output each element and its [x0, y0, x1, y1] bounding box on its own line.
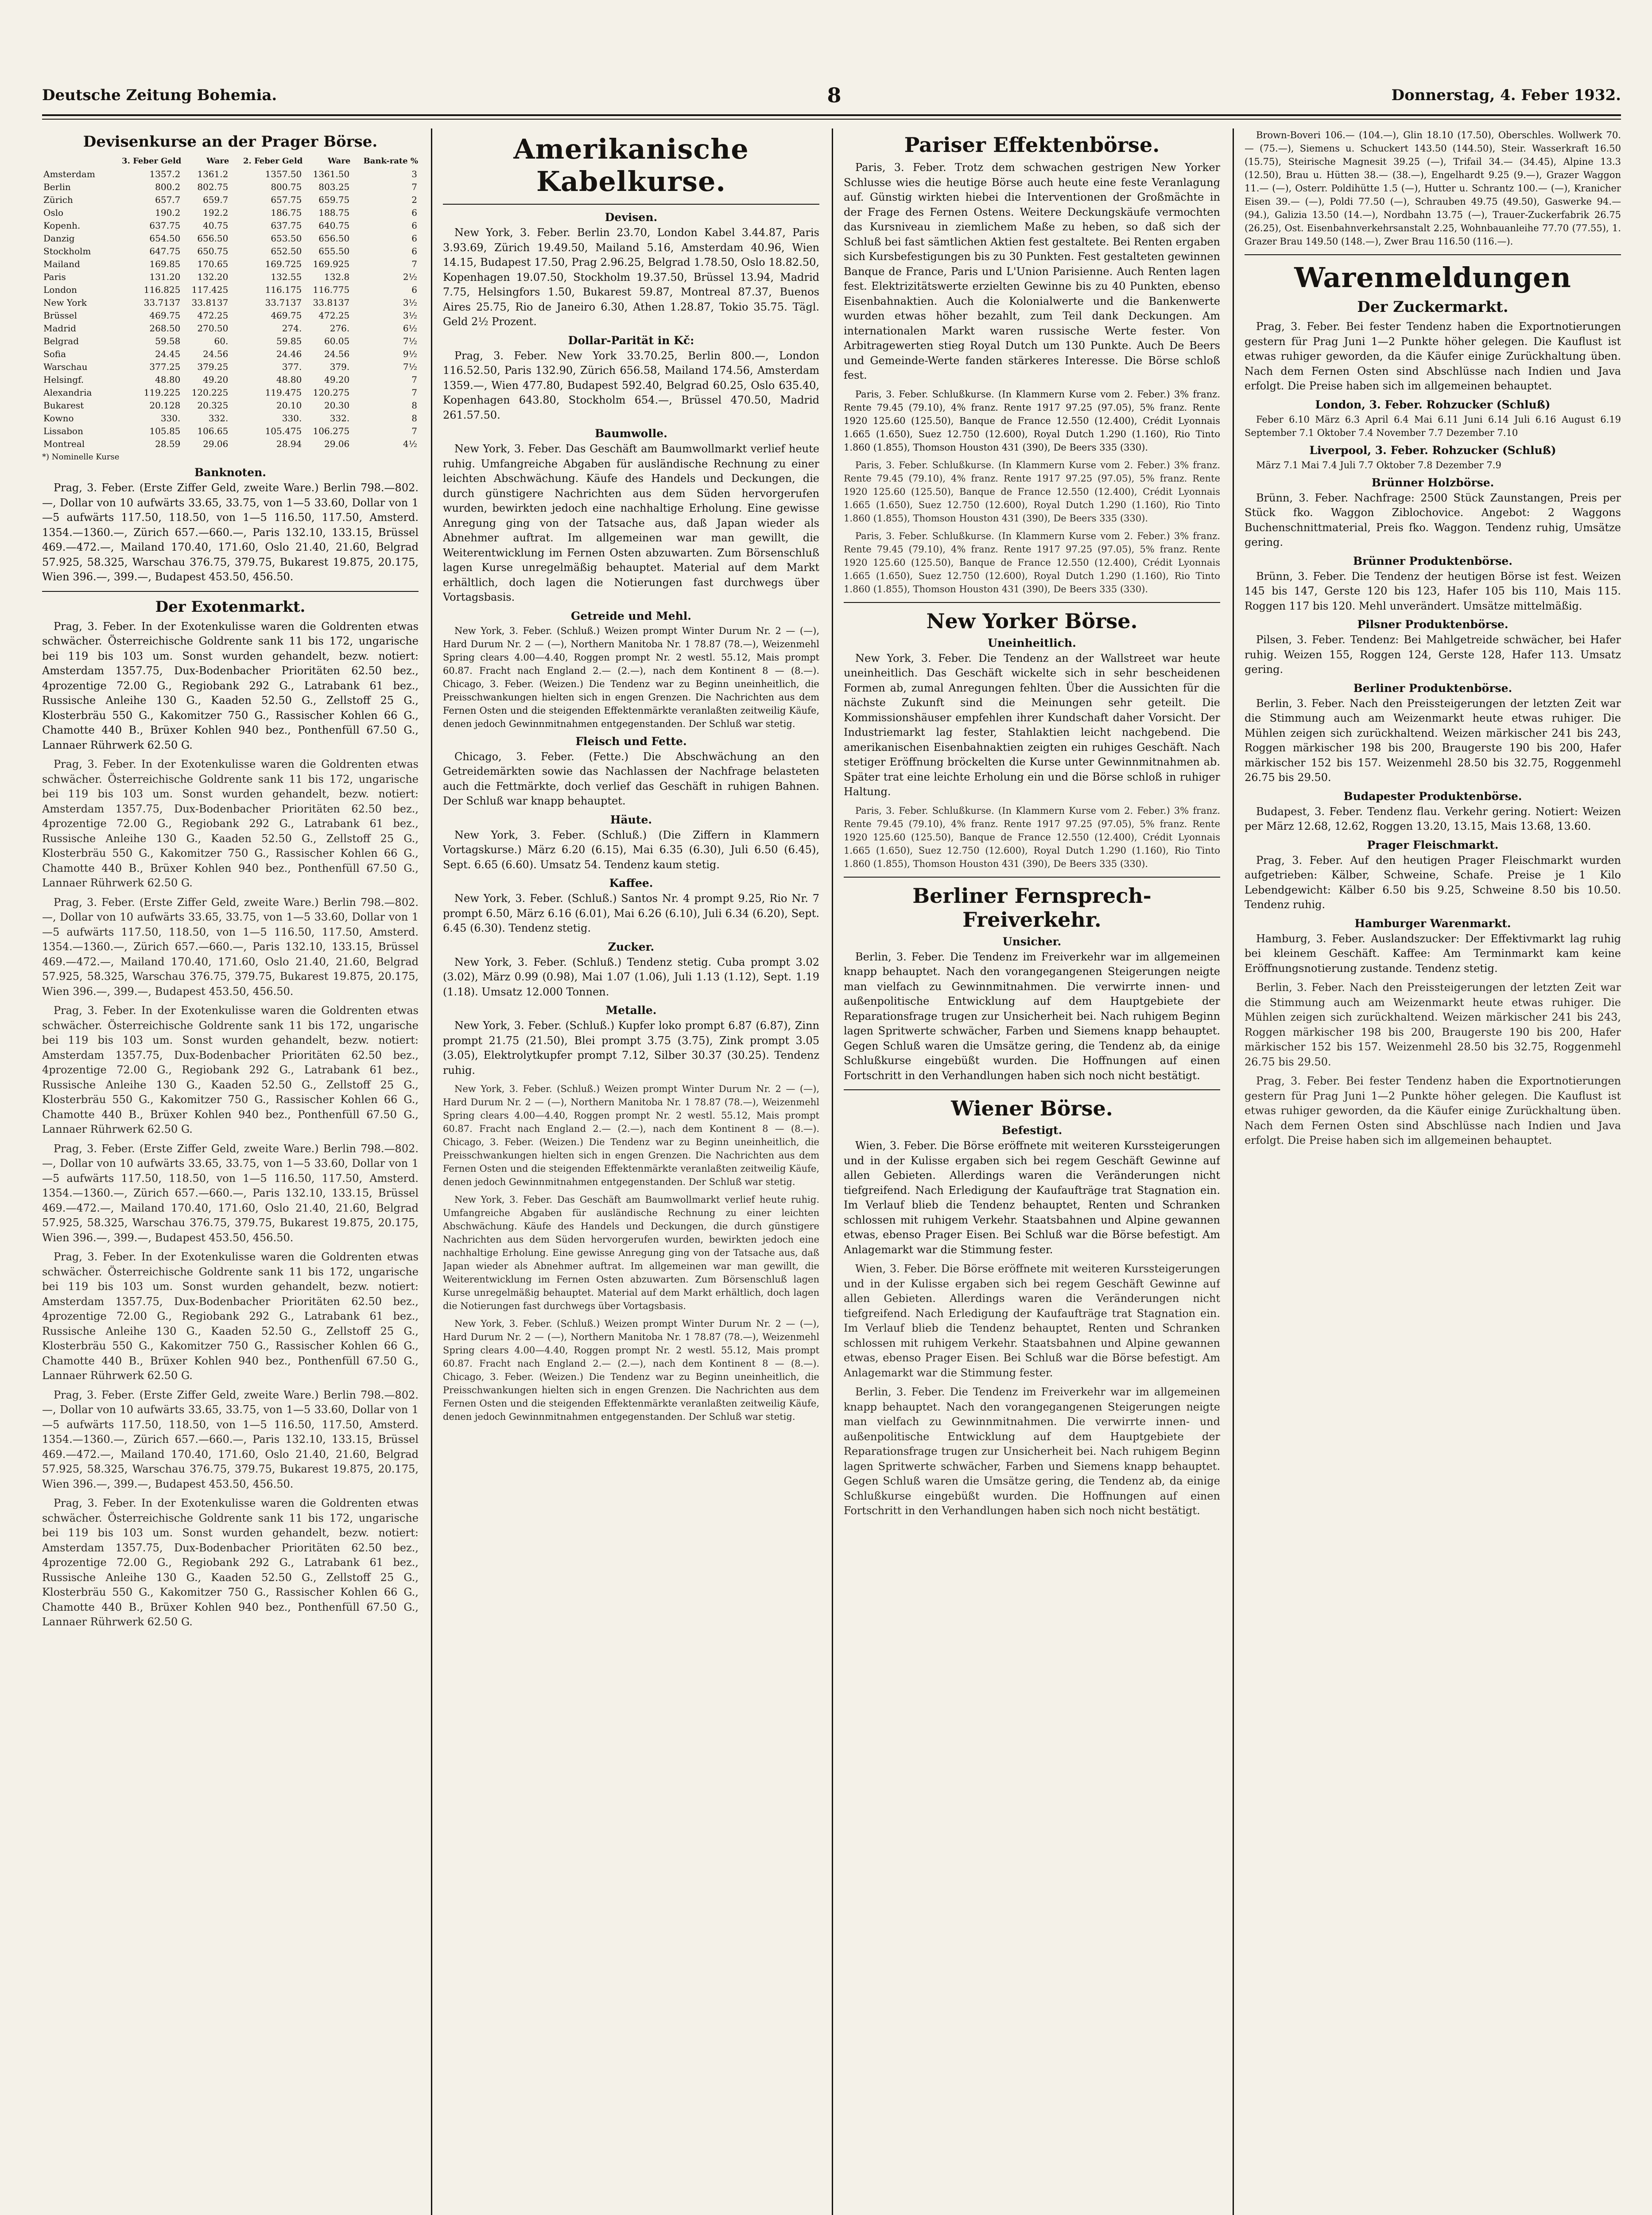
- column-1: [42, 128, 419, 2215]
- table-note: *) Nominelle Kurse: [42, 452, 120, 462]
- table-cell: Zürich: [43, 194, 73, 205]
- table-cell: 640.75: [318, 220, 350, 231]
- article-text: Chicago, 3. Feber. (Fette.) Die Abschwächung an den Getreidemärkten sowie das Nachlassen der Nachfrage belasteten auch die Fettmärkte, doch verlief das Geschäft in ruhigen Bahnen. Der Schluß war knapp behauptet.: [443, 750, 819, 807]
- table-cell: 186.75: [271, 207, 302, 218]
- table-cell: 653.50: [271, 233, 302, 244]
- table-cell: 6: [411, 246, 417, 256]
- table-row: [42, 373, 419, 386]
- column-4: [1245, 128, 1621, 2215]
- table-cell: 48.80: [276, 374, 302, 385]
- article-text: Brown-Boveri 106.— (104.—), Glin 18.10 (17.50), Oberschles. Wollwerk 70.— (75.—), Siemens u. Schuckert 143.50 (144.50), Steir. Wasserkraft 16.50 (15.75), Steirische Magnesit 39.25 (—), Trifail 34.— (34.45), Alpine 13.3 (12.50), Brau u. Hütten 38.— (38.—), Engelhardt 9.25 (9.—), Grazer Waggon 11.— (—), Osterr. Poldihütte 1.5 (—), Hutter u. Schrantz 100.— (—), Kranicher Eisen 39.— (—), Poldi 77.50 (—), Schrauben 49.75 (49.50), Gaswerke 94.— (94.), Galizia 13.50 (14.—), Nordbahn 13.75 (—), Trauer-Zuckerfabrik 26.75 (26.25), Ost. Eisenbahnverkehrsanstalt 2.25, Wohnbauanleihe 77.70 (77.55), 1. Grazer Brau 149.50 (148.—), Zwer Brau 116.50 (116.—).: [1245, 130, 1621, 247]
- table-cell: 131.20: [149, 272, 181, 282]
- subsection-title: Dollar-Parität in Kč:: [568, 334, 694, 347]
- header-rule: [42, 114, 1621, 116]
- table-cell: Amsterdam: [43, 169, 95, 179]
- table-cell: 33.7137: [265, 297, 302, 308]
- table-cell: 656.50: [318, 233, 350, 244]
- date-line: Donnerstag, 4. Feber 1932.: [1391, 86, 1621, 104]
- table-cell: Mailand: [43, 259, 80, 269]
- table-row: [42, 309, 419, 322]
- article-text: Prag, 3. Feber. In der Exotenkulisse waren die Goldrenten etwas schwächer. Österreichische Goldrente sank 11 bis 172, ungarische bei 119 bis 103 um. Sonst wurden gehandelt, bezw. notiert: Amsterdam 1357.75, Dux-Bodenbacher Prioritäten 62.50 bez., 4prozentige 72.00 G., Regiobank 292 G., Latrabank 61 bez., Russische Anleihe 130 G., Kaaden 52.50 G., Zellstoff 25 G., Klosterbräu 550 G., Kakomitzer 750 G., Rassischer Kohlen 66 G., Chamotte 440 B., Brüxer Kohlen 940 bez., Ponthenfüll 67.50 G., Lannaer Rührwerk 62.50 G.: [42, 758, 419, 889]
- exchange-rate-table: [42, 154, 419, 451]
- price-list: März 7.1 Mai 7.4 Juli 7.7 Oktober 7.8 Dezember 7.9: [1256, 459, 1501, 470]
- table-cell: 29.06: [324, 439, 350, 449]
- table-row: [42, 232, 419, 245]
- table-cell: Madrid: [43, 323, 76, 334]
- subsection-title: Banknoten.: [194, 466, 266, 479]
- table-cell: 59.58: [155, 336, 181, 346]
- table-cell: London: [43, 284, 77, 295]
- table-cell: Lissabon: [43, 426, 83, 436]
- table-row: [42, 322, 419, 335]
- header-rule-thin: [42, 119, 1621, 120]
- subsection-title: Brünner Holzbörse.: [1371, 476, 1494, 489]
- article-text: Prag, 3. Feber. (Erste Ziffer Geld, zweite Ware.) Berlin 798.—802.—, Dollar von 10 aufwärts 33.65, 33.75, von 1—5 33.60, Dollar von 1—5 aufwärts 117.50, 118.50, von 1—5 116.50, 117.50, Amsterd. 1354.—1360.—, Zürich 657.—660.—, Paris 132.10, 133.15, Brüssel 469.—472.—, Mailand 170.40, 171.60, Oslo 21.40, 21.60, Belgrad 57.925, 58.325, Warschau 376.75, 379.75, Bukarest 19.875, 20.175, Wien 396.—, 399.—, Budapest 453.50, 456.50.: [42, 482, 419, 583]
- table-cell: 169.725: [265, 259, 302, 269]
- table-cell: 1361.2: [197, 169, 229, 179]
- table-cell: Stockholm: [43, 246, 91, 256]
- table-cell: 657.7: [155, 194, 181, 205]
- table-cell: 2½: [403, 272, 417, 282]
- table-cell: 49.20: [324, 374, 350, 385]
- table-cell: 330.: [282, 413, 302, 424]
- table-cell: 116.825: [143, 284, 181, 295]
- section-title: Der Exotenmarkt.: [155, 598, 306, 616]
- article-text: Prag, 3. Feber. New York 33.70.25, Berlin 800.—, London 116.52.50, Paris 132.90, Zürich 656.58, Mailand 174.56, Amsterdam 1359.—, Wien 477.80, Budapest 592.40, Belgrad 60.25, Oslo 635.40, Kopenhagen 643.80, Stockholm 654.—, Brüssel 470.50, Madrid 261.57.50.: [443, 349, 819, 421]
- table-cell: 7: [411, 259, 417, 269]
- subsection-title: Prager Fleischmarkt.: [1367, 838, 1499, 851]
- table-row: [42, 245, 419, 258]
- table-cell: 20.30: [324, 400, 350, 411]
- article-text: Pilsen, 3. Feber. Tendenz: Bei Mahlgetreide schwächer, bei Hafer ruhig. Weizen 155, Roggen 124, Gerste 128, Hafer 113. Umsatz gering.: [1245, 633, 1621, 676]
- page-number: 8: [827, 83, 842, 107]
- table-cell: 3½: [403, 310, 417, 321]
- table-cell: 28.59: [155, 439, 181, 449]
- subsection-title: London, 3. Feber. Rohzucker (Schluß): [1315, 398, 1551, 411]
- table-cell: 2: [411, 194, 417, 205]
- subsection-title: Befestigt.: [1001, 1124, 1063, 1137]
- table-cell: New York: [43, 297, 87, 308]
- table-column-header: Ware: [206, 156, 229, 166]
- table-cell: 8: [411, 400, 417, 411]
- table-cell: 472.25: [197, 310, 229, 321]
- table-row: [42, 412, 419, 425]
- article-text: Prag, 3. Feber. In der Exotenkulisse waren die Goldrenten etwas schwächer. Österreichische Goldrente sank 11 bis 172, ungarische bei 119 bis 103 um. Sonst wurden gehandelt, bezw. notiert: Amsterdam 1357.75, Dux-Bodenbacher Prioritäten 62.50 bez., 4prozentige 72.00 G., Regiobank 292 G., Latrabank 61 bez., Russische Anleihe 130 G., Kaaden 52.50 G., Zellstoff 25 G., Klosterbräu 550 G., Kakomitzer 750 G., Rassischer Kohlen 66 G., Chamotte 440 B., Brüxer Kohlen 940 bez., Ponthenfüll 67.50 G., Lannaer Rührwerk 62.50 G.: [42, 620, 419, 751]
- section-title: Amerikanische Kabelkurse.: [513, 133, 749, 198]
- table-cell: 40.75: [203, 220, 229, 231]
- table-cell: 7: [411, 426, 417, 436]
- article-text: Paris, 3. Feber. Schlußkurse. (In Klammern Kurse vom 2. Feber.) 3% franz. Rente 79.45 (79.10), 4% franz. Rente 1917 97.25 (97.05), 5% franz. Rente 1920 125.60 (125.50), Banque de France 12.550 (12.400), Crédit Lyonnais 1.665 (1.650), Suez 12.750 (12.600), Royal Dutch 1.290 (1.160), Rio Tinto 1.860 (1.855), Thomson Houston 431 (390), De Beers 335 (330).: [844, 459, 1220, 524]
- table-cell: Brüssel: [43, 310, 77, 321]
- table-row: [42, 438, 419, 451]
- table-cell: 20.128: [149, 400, 181, 411]
- table-row: [42, 284, 419, 296]
- table-cell: 469.75: [271, 310, 302, 321]
- table-cell: 117.425: [191, 284, 229, 295]
- table-row: [42, 348, 419, 361]
- section-title: Warenmeldungen: [1294, 261, 1571, 294]
- column-rule: [431, 128, 432, 2215]
- table-cell: 33.7137: [143, 297, 181, 308]
- table-cell: 20.325: [197, 400, 229, 411]
- table-cell: 60.05: [324, 336, 350, 346]
- subsection-title: Budapester Produktenbörse.: [1343, 789, 1522, 803]
- article-text: Paris, 3. Feber. Schlußkurse. (In Klammern Kurse vom 2. Feber.) 3% franz. Rente 79.45 (79.10), 4% franz. Rente 1917 97.25 (97.05), 5% franz. Rente 1920 125.60 (125.50), Banque de France 12.550 (12.400), Crédit Lyonnais 1.665 (1.650), Suez 12.750 (12.600), Royal Dutch 1.290 (1.160), Rio Tinto 1.860 (1.855), Thomson Houston 431 (390), De Beers 335 (330).: [844, 389, 1220, 453]
- subsection-title: Brünner Produktenbörse.: [1353, 554, 1512, 567]
- column-rule: [1233, 128, 1234, 2215]
- table-cell: Alexandria: [43, 387, 92, 398]
- section-title: Pariser Effektenbörse.: [904, 133, 1160, 157]
- table-row: [42, 194, 419, 206]
- column-rule: [832, 128, 833, 2215]
- table-cell: 4½: [403, 439, 417, 449]
- table-row: [42, 361, 419, 373]
- table-cell: 1357.2: [149, 169, 181, 179]
- table-cell: 48.80: [155, 374, 181, 385]
- article-text: New York, 3. Feber. (Schluß.) Weizen prompt Winter Durum Nr. 2 — (—), Hard Durum Nr. 2 — (—), Northern Manitoba Nr. 1 78.87 (78.—), Weizenmehl Spring clears 4.00—4.40, Roggen prompt Nr. 2 westl. 55.12, Mais prompt 60.87. Fracht nach England 2.— (2.—), nach dem Kontinent 8 — (8.—). Chicago, 3. Feber. (Weizen.) Die Tendenz war zu Beginn uneinheitlich, die Preisschwankungen hielten sich in engen Grenzen. Die Nachrichten aus dem Fernen Osten und die steigenden Effektenmärkte veranlaßten zeitweilig Käufe, denen jedoch Gewinnmitnahmen entgegenstanden. Der Schluß war stetig.: [443, 1318, 819, 1422]
- table-cell: Montreal: [43, 439, 85, 449]
- table-cell: 1357.50: [265, 169, 302, 179]
- table-cell: 7: [411, 374, 417, 385]
- article-text: New York, 3. Feber. (Schluß.) Santos Nr. 4 prompt 9.25, Rio Nr. 7 prompt 6.50, März 6.16 (6.01), Mai 6.26 (6.10), Juli 6.34 (6.20), Sept. 6.45 (6.30). Tendenz stetig.: [443, 892, 819, 934]
- table-row: [42, 296, 419, 309]
- article-text: Berlin, 3. Feber. Die Tendenz im Freiverkehr war im allgemeinen knapp behauptet. Nach den vorangegangenen Steigerungen neigte man vielfach zu Gewinnmitnahmen. Die verwirrte innen- und außenpolitische Entwicklung auf dem Hauptgebiete der Reparationsfrage trugen zur Unsicherheit bei. Nach ruhigem Beginn lagen Spritwerte schwächer, Farben und Siemens knapp behauptet. Gegen Schluß waren die Umsätze gering, die Tendenz ab, da einige Schlußkurse eingebüßt wurden. Die Hoffnungen auf einen Fortschritt in den Verhandlungen haben sich noch nicht bestätigt.: [844, 950, 1220, 1082]
- table-cell: 654.50: [149, 233, 181, 244]
- article-text: Prag, 3. Feber. Bei fester Tendenz haben die Exportnotierungen gestern für Prag Juni 1—2 Punkte höher gelegen. Die Kauflust ist etwas ruhiger geworden, da die Käufer einige Zurückhaltung üben. Nach dem Fernen Osten sind Abschlüsse nach Indien und Java erfolgt. Die Preise haben sich im allgemeinen behauptet.: [1245, 320, 1621, 392]
- table-cell: 7: [411, 387, 417, 398]
- section-rule: [42, 591, 419, 592]
- table-cell: 379.: [330, 361, 350, 372]
- article-text: Hamburg, 3. Feber. Auslandszucker: Der Effektivmarkt lag ruhig bei kleinem Geschäft. Kaffee: Am Terminmarkt kam keine Eröffnungsnotierung zustande. Tendenz stetig.: [1245, 932, 1621, 975]
- article-text: New York, 3. Feber. Das Geschäft am Baumwollmarkt verlief heute ruhig. Umfangreiche Abgaben für ausländische Rechnung zu einer leichten Abschwächung. Käufe des Handels und Deckungen, die durch günstigere Nachrichten aus dem Süden hervorgerufen wurden, bewirkten jedoch eine nachhaltige Erholung. Eine gewisse Anregung ging von der Tatsache aus, daß Japan wieder als Abnehmer auftrat. Im allgemeinen war man gewillt, die Weiterentwicklung im Fernen Osten abzuwarten. Zum Börsenschluß lagen Kurse unregelmäßig behauptet. Material auf dem Markt erhältlich, doch lagen die Notierungen fast durchwegs über Vortagsbasis.: [443, 1194, 819, 1311]
- table-cell: 106.275: [313, 426, 350, 436]
- article-text: Prag, 3. Feber. In der Exotenkulisse waren die Goldrenten etwas schwächer. Österreichische Goldrente sank 11 bis 172, ungarische bei 119 bis 103 um. Sonst wurden gehandelt, bezw. notiert: Amsterdam 1357.75, Dux-Bodenbacher Prioritäten 62.50 bez., 4prozentige 72.00 G., Regiobank 292 G., Latrabank 61 bez., Russische Anleihe 130 G., Kaaden 52.50 G., Zellstoff 25 G., Klosterbräu 550 G., Kakomitzer 750 G., Rassischer Kohlen 66 G., Chamotte 440 B., Brüxer Kohlen 940 bez., Ponthenfüll 67.50 G., Lannaer Rührwerk 62.50 G.: [42, 1004, 419, 1135]
- table-cell: 59.85: [276, 336, 302, 346]
- table-cell: 6: [411, 284, 417, 295]
- table-cell: Belgrad: [43, 336, 79, 346]
- section-rule: [1245, 254, 1621, 255]
- table-cell: 116.775: [313, 284, 350, 295]
- article-text: Berlin, 3. Feber. Die Tendenz im Freiverkehr war im allgemeinen knapp behauptet. Nach den vorangegangenen Steigerungen neigte man vielfach zu Gewinnmitnahmen. Die verwirrte innen- und außenpolitische Entwicklung auf dem Hauptgebiete der Reparationsfrage trugen zur Unsicherheit bei. Nach ruhigem Beginn lagen Spritwerte schwächer, Farben und Siemens knapp behauptet. Gegen Schluß waren die Umsätze gering, die Tendenz ab, da einige Schlußkurse eingebüßt wurden. Die Hoffnungen auf einen Fortschritt in den Verhandlungen haben sich noch nicht bestätigt.: [844, 1386, 1220, 1517]
- table-cell: 24.46: [276, 349, 302, 359]
- article-text: New York, 3. Feber. (Schluß.) Kupfer loko prompt 6.87 (6.87), Zinn prompt 21.75 (21.50), Blei prompt 3.75 (3.75), Zink prompt 3.05 (3.05), Elektrolytkupfer prompt 7.12, Silber 30.37 (30.25). Tendenz ruhig.: [443, 1019, 819, 1076]
- article-text: Prag, 3. Feber. In der Exotenkulisse waren die Goldrenten etwas schwächer. Österreichische Goldrente sank 11 bis 172, ungarische bei 119 bis 103 um. Sonst wurden gehandelt, bezw. notiert: Amsterdam 1357.75, Dux-Bodenbacher Prioritäten 62.50 bez., 4prozentige 72.00 G., Regiobank 292 G., Latrabank 61 bez., Russische Anleihe 130 G., Kaaden 52.50 G., Zellstoff 25 G., Klosterbräu 550 G., Kakomitzer 750 G., Rassischer Kohlen 66 G., Chamotte 440 B., Brüxer Kohlen 940 bez., Ponthenfüll 67.50 G., Lannaer Rührwerk 62.50 G.: [42, 1497, 419, 1628]
- article-text: Wien, 3. Feber. Die Börse eröffnete mit weiteren Kurssteigerungen und in der Kulisse ergaben sich bei regem Geschäft Gewinne auf allen Gebieten. Allerdings waren die Veränderungen nicht tiefgreifend. Nach Erledigung der Kaufaufträge trat Stagnation ein. Im Verlauf blieb die Tendenz behauptet, Renten und Schranken schlossen mit ruhigem Verkehr. Staatsbahnen und Alpine gewannen etwas, ebenso Prager Eisen. Bei Schluß war die Börse befestigt. Am Anlagemarkt war die Stimmung fester.: [844, 1139, 1220, 1256]
- article-text: New York, 3. Feber. Das Geschäft am Baumwollmarkt verlief heute ruhig. Umfangreiche Abgaben für ausländische Rechnung zu einer leichten Abschwächung. Käufe des Handels und Deckungen, die durch günstigere Nachrichten aus dem Süden hervorgerufen wurden, bewirkten jedoch eine nachhaltige Erholung. Eine gewisse Anregung ging von der Tatsache aus, daß Japan wieder als Abnehmer auftrat. Im allgemeinen war man gewillt, die Weiterentwicklung im Fernen Osten abzuwarten. Zum Börsenschluß lagen Kurse unregelmäßig behauptet. Material auf dem Markt erhältlich, doch lagen die Notierungen fast durchwegs über Vortagsbasis.: [443, 443, 819, 603]
- table-cell: 29.06: [203, 439, 229, 449]
- table-cell: 469.75: [149, 310, 181, 321]
- table-cell: 169.85: [149, 259, 181, 269]
- table-column-header: Ware: [328, 156, 351, 166]
- table-cell: 472.25: [318, 310, 350, 321]
- column-3: [844, 128, 1220, 2215]
- table-cell: 657.75: [271, 194, 302, 205]
- table-row: [42, 181, 419, 194]
- table-cell: 190.2: [155, 207, 181, 218]
- table-cell: 650.75: [197, 246, 229, 256]
- article-text: Prag, 3. Feber. (Erste Ziffer Geld, zweite Ware.) Berlin 798.—802.—, Dollar von 10 aufwärts 33.65, 33.75, von 1—5 33.60, Dollar von 1—5 aufwärts 117.50, 118.50, von 1—5 116.50, 117.50, Amsterd. 1354.—1360.—, Zürich 657.—660.—, Paris 132.10, 133.15, Brüssel 469.—472.—, Mailand 170.40, 171.60, Oslo 21.40, 21.60, Belgrad 57.925, 58.325, Warschau 376.75, 379.75, Bukarest 19.875, 20.175, Wien 396.—, 399.—, Budapest 453.50, 456.50.: [42, 1388, 419, 1490]
- table-cell: 377.: [282, 361, 302, 372]
- article-text: Budapest, 3. Feber. Tendenz flau. Verkehr gering. Notiert: Weizen per März 12.68, 12.62, Roggen 13.20, 13.15, Mais 13.68, 13.60.: [1245, 805, 1621, 832]
- subsection-title: Devisen.: [605, 211, 658, 224]
- table-cell: 24.45: [155, 349, 181, 359]
- table-cell: 274.: [282, 323, 302, 334]
- section-rule: [443, 204, 819, 205]
- table-column-header: 3. Feber Geld: [122, 156, 182, 166]
- table-cell: 637.75: [271, 220, 302, 231]
- table-cell: 659.75: [318, 194, 350, 205]
- table-cell: 28.94: [276, 439, 302, 449]
- column-2: [443, 128, 819, 2215]
- table-cell: 803.25: [318, 182, 350, 192]
- table-cell: 188.75: [318, 207, 350, 218]
- table-row: [42, 425, 419, 438]
- table-cell: 7: [411, 182, 417, 192]
- table-cell: 6½: [403, 323, 417, 334]
- table-cell: Oslo: [43, 207, 64, 218]
- table-row: [42, 335, 419, 348]
- table-cell: 116.175: [265, 284, 302, 295]
- article-text: Brünn, 3. Feber. Die Tendenz der heutigen Börse ist fest. Weizen 145 bis 147, Gerste 120 bis 123, Hafer 105 bis 110, Mais 115. Roggen 117 bis 120. Mehl unverändert. Umsätze mittelmäßig.: [1245, 570, 1621, 612]
- price-list: Feber 6.10 März 6.3 April 6.4 Mai 6.11 Juni 6.14 Juli 6.16 August 6.19 September 7.1 Oktober 7.4 November 7.7 Dezember 7.10: [1245, 414, 1621, 438]
- table-cell: 33.8137: [191, 297, 229, 308]
- table-body: [42, 168, 419, 451]
- table-cell: 270.50: [197, 323, 229, 334]
- article-text: Berlin, 3. Feber. Nach den Preissteigerungen der letzten Zeit war die Stimmung auch am Weizenmarkt heute etwas ruhiger. Die Mühlen zeigen sich zurückhaltend. Weizen märkischer 241 bis 243, Roggen märkischer 198 bis 200, Braugerste 190 bis 200, Hafer märkischer 152 bis 157. Weizenmehl 28.50 bis 32.75, Roggenmehl 26.75 bis 29.50.: [1245, 981, 1621, 1068]
- article-text: Paris, 3. Feber. Trotz dem schwachen gestrigen New Yorker Schlusse wies die heutige Börse auch heute eine feste Veranlagung auf. Günstig wirkten hiebei die Interventionen der Großmächte in der Frage des Fernen Ostens. Weitere Deckungskäufe vermochten das Kursniveau in ziemlichem Maße zu heben, so daß sich der Schluß bei fast sämtlichen Aktien fest gestaltete. Bei Renten ergaben sich Kursbefestigungen bis zu 30 Punkten. Fest gestalteten gewinnen Banque de France, Paris und L'Union Parisienne. Auch Renten lagen fest. Elektrizitätswerte erzielten Gewinne bis zu 40 Punkten, ebenso Eisenbahnaktien. Auch die Kolonialwerte und die Bankenwerte wurden etwas höher bezahlt, zum Teil dank Deckungen. Am internationalen Markt waren russische Werte fester. Von Arbitragewerten stieg Royal Dutch um 130 Punkte. Auch De Beers und Gemeinde-Werte fanden stärkeres Interesse. Die Börse schloß fest.: [844, 161, 1220, 381]
- article-text: New York, 3. Feber. Berlin 23.70, London Kabel 3.44.87, Paris 3.93.69, Zürich 19.49.50, Mailand 5.16, Amsterdam 40.96, Wien 14.15, Budapest 17.50, Prag 2.96.25, Belgrad 1.78.50, Oslo 18.82.50, Kopenhagen 19.07.50, Stockholm 19.37.50, Brüssel 13.94, Madrid 7.75, Helsingfors 1.50, Bukarest 59.87, Montreal 87.37, Buenos Aires 25.75, Rio de Janeiro 6.30, Athen 1.28.87, Tokio 35.75. Tägl. Geld 2½ Prozent.: [443, 226, 819, 328]
- newspaper-page: [42, 80, 1621, 2215]
- section-title: New Yorker Börse.: [926, 609, 1138, 633]
- masthead: Deutsche Zeitung Bohemia.: [42, 86, 277, 104]
- table-cell: Berlin: [43, 182, 71, 192]
- subsection-title: Kaffee.: [609, 877, 653, 890]
- subsection-title: Pilsner Produktenbörse.: [1357, 618, 1509, 631]
- article-text: Berlin, 3. Feber. Nach den Preissteigerungen der letzten Zeit war die Stimmung auch am Weizenmarkt heute etwas ruhiger. Die Mühlen zeigen sich zurückhaltend. Weizen märkischer 241 bis 243, Roggen märkischer 198 bis 200, Braugerste 190 bis 200, Hafer märkischer 152 bis 157. Weizenmehl 28.50 bis 32.75, Roggenmehl 26.75 bis 29.50.: [1245, 697, 1621, 784]
- subsection-title: Häute.: [610, 813, 652, 826]
- table-row: [42, 219, 419, 232]
- table-row: [42, 399, 419, 412]
- table-cell: 276.: [330, 323, 350, 334]
- table-cell: 6: [411, 207, 417, 218]
- table-cell: 637.75: [149, 220, 181, 231]
- section-title: Der Zuckermarkt.: [1357, 298, 1509, 316]
- table-cell: 3½: [403, 297, 417, 308]
- table-cell: 800.75: [271, 182, 302, 192]
- table-row: [42, 258, 419, 271]
- article-text: Prag, 3. Feber. (Erste Ziffer Geld, zweite Ware.) Berlin 798.—802.—, Dollar von 10 aufwärts 33.65, 33.75, von 1—5 33.60, Dollar von 1—5 aufwärts 117.50, 118.50, von 1—5 116.50, 117.50, Amsterd. 1354.—1360.—, Zürich 657.—660.—, Paris 132.10, 133.15, Brüssel 469.—472.—, Mailand 170.40, 171.60, Oslo 21.40, 21.60, Belgrad 57.925, 58.325, Warschau 376.75, 379.75, Bukarest 19.875, 20.175, Wien 396.—, 399.—, Budapest 453.50, 456.50.: [42, 896, 419, 998]
- table-cell: 659.7: [203, 194, 229, 205]
- table-cell: 647.75: [149, 246, 181, 256]
- article-text: Prag, 3. Feber. (Erste Ziffer Geld, zweite Ware.) Berlin 798.—802.—, Dollar von 10 aufwärts 33.65, 33.75, von 1—5 33.60, Dollar von 1—5 aufwärts 117.50, 118.50, von 1—5 116.50, 117.50, Amsterd. 1354.—1360.—, Zürich 657.—660.—, Paris 132.10, 133.15, Brüssel 469.—472.—, Mailand 170.40, 171.60, Oslo 21.40, 21.60, Belgrad 57.925, 58.325, Warschau 376.75, 379.75, Bukarest 19.875, 20.175, Wien 396.—, 399.—, Budapest 453.50, 456.50.: [42, 1142, 419, 1244]
- table-cell: 9½: [403, 349, 417, 359]
- table-cell: Helsingf.: [43, 374, 84, 385]
- table-cell: 170.65: [197, 259, 229, 269]
- table-cell: 800.2: [155, 182, 181, 192]
- section-title: Wiener Börse.: [951, 1096, 1113, 1120]
- table-cell: 132.55: [271, 272, 302, 282]
- table-cell: 330.: [160, 413, 181, 424]
- section-title: Berliner Fernsprech-Freiverkehr.: [912, 883, 1152, 932]
- table-row: [42, 168, 419, 181]
- subsection-title: Berliner Produktenbörse.: [1353, 681, 1512, 695]
- table-cell: 49.20: [203, 374, 229, 385]
- table-column-header: Bank-rate %: [363, 156, 418, 166]
- table-cell: 24.56: [203, 349, 229, 359]
- table-row: [42, 386, 419, 399]
- section-rule: [844, 1089, 1220, 1090]
- table-cell: Kopenh.: [43, 220, 81, 231]
- table-cell: 802.75: [197, 182, 229, 192]
- table-cell: 132.20: [197, 272, 229, 282]
- section-rule: [844, 877, 1220, 878]
- table-cell: 106.65: [197, 426, 229, 436]
- subsection-title: Unsicher.: [1002, 935, 1062, 948]
- table-cell: 379.25: [197, 361, 229, 372]
- table-cell: Warschau: [43, 361, 88, 372]
- table-cell: 120.275: [313, 387, 350, 398]
- table-cell: Kowno: [43, 413, 74, 424]
- subsection-title: Uneinheitlich.: [988, 636, 1076, 649]
- article-text: New York, 3. Feber. (Schluß.) Tendenz stetig. Cuba prompt 3.02 (3.02), März 0.99 (0.98), Mai 1.07 (1.06), Juli 1.13 (1.12), Sept. 1.19 (1.18). Umsatz 12.000 Tonnen.: [443, 956, 819, 998]
- subsection-title: Metalle.: [605, 1004, 657, 1017]
- table-cell: 24.56: [324, 349, 350, 359]
- subsection-title: Zucker.: [608, 940, 655, 953]
- table-cell: 656.50: [197, 233, 229, 244]
- article-text: New York, 3. Feber. (Schluß.) Weizen prompt Winter Durum Nr. 2 — (—), Hard Durum Nr. 2 — (—), Northern Manitoba Nr. 1 78.87 (78.—), Weizenmehl Spring clears 4.00—4.40, Roggen prompt Nr. 2 westl. 55.12, Mais prompt 60.87. Fracht nach England 2.— (2.—), nach dem Kontinent 8 — (8.—). Chicago, 3. Feber. (Weizen.) Die Tendenz war zu Beginn uneinheitlich, die Preisschwankungen hielten sich in engen Grenzen. Die Nachrichten aus dem Fernen Osten und die steigenden Effektenmärkte veranlaßten zeitweilig Käufe, denen jedoch Gewinnmitnahmen entgegenstanden. Der Schluß war stetig.: [443, 1084, 819, 1187]
- table-cell: 332.: [208, 413, 229, 424]
- article-text: New York, 3. Feber. (Schluß.) (Die Ziffern in Klammern Vortagskurse.) März 6.20 (6.15), Mai 6.35 (6.30), Juli 6.50 (6.45), Sept. 6.65 (6.60). Umsatz 54. Tendenz kaum stetig.: [443, 828, 819, 871]
- table-cell: 655.50: [318, 246, 350, 256]
- table-cell: Sofia: [43, 349, 66, 359]
- article-text: New York, 3. Feber. (Schluß.) Weizen prompt Winter Durum Nr. 2 — (—), Hard Durum Nr. 2 — (—), Northern Manitoba Nr. 1 78.87 (78.—), Weizenmehl Spring clears 4.00—4.40, Roggen prompt Nr. 2 westl. 55.12, Mais prompt 60.87. Fracht nach England 2.— (2.—), nach dem Kontinent 8 — (8.—). Chicago, 3. Feber. (Weizen.) Die Tendenz war zu Beginn uneinheitlich, die Preisschwankungen hielten sich in engen Grenzen. Die Nachrichten aus dem Fernen Osten und die steigenden Effektenmärkte veranlaßten zeitweilig Käufe, denen jedoch Gewinnmitnahmen entgegenstanden. Der Schluß war stetig.: [443, 625, 819, 729]
- table-cell: Bukarest: [43, 400, 84, 411]
- subsection-title: Baumwolle.: [595, 427, 667, 440]
- table-cell: 1361.50: [313, 169, 350, 179]
- table-column-header: 2. Feber Geld: [243, 156, 303, 166]
- table-row: [42, 271, 419, 284]
- subsection-title: Getreide und Mehl.: [571, 609, 691, 622]
- table-cell: 7½: [403, 336, 417, 346]
- page-header: [42, 80, 1621, 111]
- table-header-row: [42, 154, 419, 168]
- article-text: Paris, 3. Feber. Schlußkurse. (In Klammern Kurse vom 2. Feber.) 3% franz. Rente 79.45 (79.10), 4% franz. Rente 1917 97.25 (97.05), 5% franz. Rente 1920 125.60 (125.50), Banque de France 12.550 (12.400), Crédit Lyonnais 1.665 (1.650), Suez 12.750 (12.600), Royal Dutch 1.290 (1.160), Rio Tinto 1.860 (1.855), Thomson Houston 431 (390), De Beers 335 (330).: [844, 805, 1220, 869]
- table-cell: 3: [411, 169, 417, 179]
- table-cell: 105.85: [149, 426, 181, 436]
- table-cell: 8: [411, 413, 417, 424]
- table-cell: Danzig: [43, 233, 75, 244]
- article-text: Wien, 3. Feber. Die Börse eröffnete mit weiteren Kurssteigerungen und in der Kulisse ergaben sich bei regem Geschäft Gewinne auf allen Gebieten. Allerdings waren die Veränderungen nicht tiefgreifend. Nach Erledigung der Kaufaufträge trat Stagnation ein. Im Verlauf blieb die Tendenz behauptet, Renten und Schranken schlossen mit ruhigem Verkehr. Staatsbahnen und Alpine gewannen etwas, ebenso Prager Eisen. Bei Schluß war die Börse befestigt. Am Anlagemarkt war die Stimmung fester.: [844, 1263, 1220, 1379]
- table-cell: 652.50: [271, 246, 302, 256]
- table-cell: 119.475: [265, 387, 302, 398]
- table-cell: Paris: [43, 272, 66, 282]
- table-cell: 105.475: [265, 426, 302, 436]
- section-title: Devisenkurse an der Prager Börse.: [83, 133, 378, 151]
- table-cell: 20.10: [276, 400, 302, 411]
- table-cell: 33.8137: [313, 297, 350, 308]
- table-cell: 120.225: [191, 387, 229, 398]
- table-cell: 60.: [214, 336, 229, 346]
- table-cell: 132.8: [324, 272, 350, 282]
- subsection-title: Hamburger Warenmarkt.: [1354, 917, 1511, 930]
- subsection-title: Liverpool, 3. Feber. Rohzucker (Schluß): [1309, 443, 1556, 457]
- table-cell: 169.925: [313, 259, 350, 269]
- article-text: Prag, 3. Feber. In der Exotenkulisse waren die Goldrenten etwas schwächer. Österreichische Goldrente sank 11 bis 172, ungarische bei 119 bis 103 um. Sonst wurden gehandelt, bezw. notiert: Amsterdam 1357.75, Dux-Bodenbacher Prioritäten 62.50 bez., 4prozentige 72.00 G., Regiobank 292 G., Latrabank 61 bez., Russische Anleihe 130 G., Kaaden 52.50 G., Zellstoff 25 G., Klosterbräu 550 G., Kakomitzer 750 G., Rassischer Kohlen 66 G., Chamotte 440 B., Brüxer Kohlen 940 bez., Ponthenfüll 67.50 G., Lannaer Rührwerk 62.50 G.: [42, 1251, 419, 1382]
- table-cell: 268.50: [149, 323, 181, 334]
- section-rule: [844, 602, 1220, 603]
- table-cell: 6: [411, 233, 417, 244]
- subsection-title: Fleisch und Fette.: [575, 734, 687, 748]
- article-text: Paris, 3. Feber. Schlußkurse. (In Klammern Kurse vom 2. Feber.) 3% franz. Rente 79.45 (79.10), 4% franz. Rente 1917 97.25 (97.05), 5% franz. Rente 1920 125.60 (125.50), Banque de France 12.550 (12.400), Crédit Lyonnais 1.665 (1.650), Suez 12.750 (12.600), Royal Dutch 1.290 (1.160), Rio Tinto 1.860 (1.855), Thomson Houston 431 (390), De Beers 335 (330).: [844, 530, 1220, 595]
- table-cell: 192.2: [203, 207, 229, 218]
- table-cell: 7½: [403, 361, 417, 372]
- article-text: Prag, 3. Feber. Auf den heutigen Prager Fleischmarkt wurden aufgetrieben: Kälber, Schweine, Schafe. Preise je 1 Kilo Lebendgewicht: Kälber 6.50 bis 9.25, Schweine 8.50 bis 10.50. Tendenz ruhig.: [1245, 854, 1621, 911]
- table-cell: 377.25: [149, 361, 181, 372]
- table-column-header: [42, 154, 108, 168]
- article-text: Prag, 3. Feber. Bei fester Tendenz haben die Exportnotierungen gestern für Prag Juni 1—2 Punkte höher gelegen. Die Kauflust ist etwas ruhiger geworden, da die Käufer einige Zurückhaltung üben. Nach dem Fernen Osten sind Abschlüsse nach Indien und Java erfolgt. Die Preise haben sich im allgemeinen behauptet.: [1245, 1075, 1621, 1146]
- table-row: [42, 206, 419, 219]
- table-cell: 6: [411, 220, 417, 231]
- table-cell: 332.: [330, 413, 350, 424]
- table-cell: 119.225: [143, 387, 181, 398]
- article-text: Brünn, 3. Feber. Nachfrage: 2500 Stück Zaunstangen, Preis per Stück fko. Waggon Ziblochovice. Angebot: 2 Waggons Buchenschnittmaterial, Preis fko. Waggon. Tendenz ruhig, Umsätze gering.: [1245, 491, 1621, 548]
- article-text: New York, 3. Feber. Die Tendenz an der Wallstreet war heute uneinheitlich. Das Geschäft wickelte sich in sehr bescheidenen Formen ab, zumal Anregungen fehlten. Über die Aussichten für die nächste Zukunft sind die Meinungen sehr geteilt. Die Kommissionshäuser empfehlen ihrer Kundschaft daher Vorsicht. Der Industriemarkt lag fester, Stahlaktien leicht nachgebend. Die amerikanischen Eisenbahnaktien zeigten ein ruhiges Geschäft. Nach stetiger Eröffnung bröckelten die Kurse unter Gewinnmitnahmen ab. Später trat eine leichte Erholung ein und die Börse schloß in ruhiger Haltung.: [844, 652, 1220, 798]
